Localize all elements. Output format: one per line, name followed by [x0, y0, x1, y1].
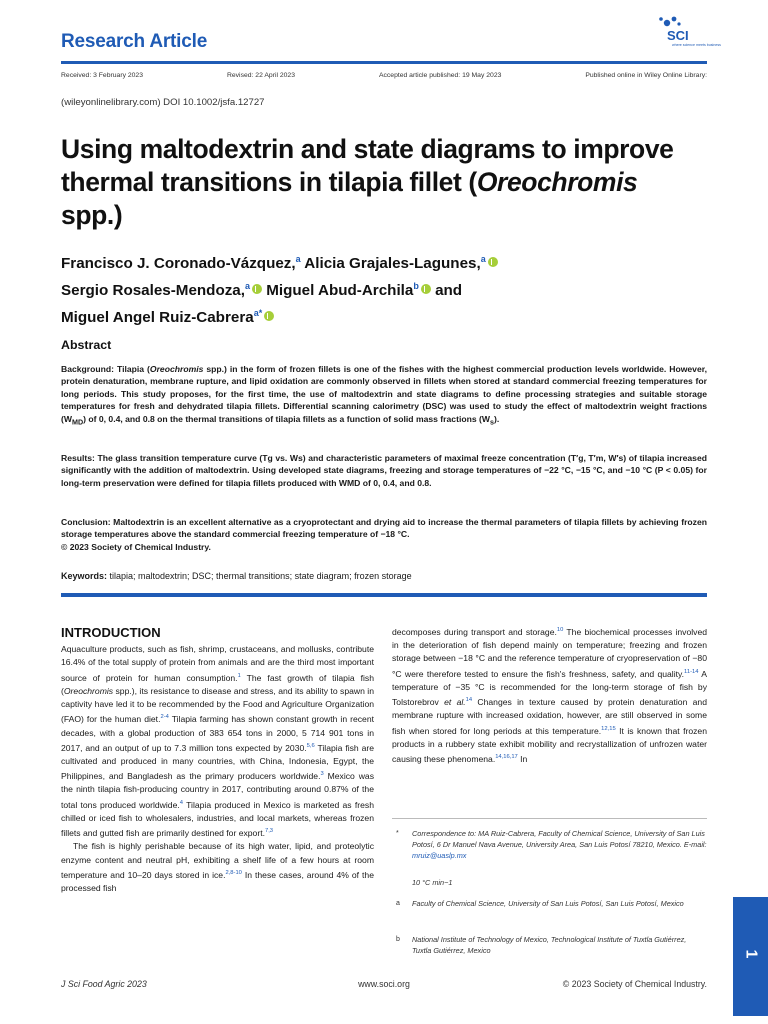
title-part2: spp.): [61, 200, 123, 230]
header-rule: [61, 61, 707, 64]
footer-website[interactable]: www.soci.org: [358, 979, 410, 989]
author-affiliation: b: [413, 281, 419, 292]
citation-ref[interactable]: 1: [237, 672, 241, 679]
keywords-text: tilapia; maltodextrin; DSC; thermal transitions; state diagram; frozen storage: [107, 571, 412, 581]
intro-column-right: [392, 624, 707, 766]
citation-ref[interactable]: 5,6: [306, 742, 315, 749]
citation-ref[interactable]: 4: [179, 799, 183, 806]
body-text: The biochemical processes involved in the deterioration of fish depend mainly on temperature; freezing and frozen storage between −18 °C and the reference temperature of cryopreservation of −80 °C were therefore tested to ensure the fish's freshness, safety, and quality.: [392, 626, 708, 679]
correspondence-email[interactable]: mruiz@uaslp.mx: [412, 851, 467, 860]
logo-text: SCI: [667, 28, 689, 43]
abstract-rule: [61, 593, 707, 597]
body-text: Tilapia fish are cultivated and produced in many countries, with China, Indonesia, Egypt, the Philippines, and Bangladesh as the primary producers worldwide.: [61, 742, 374, 782]
body-text: Mexico was the ninth tilapia fish-producing country in 2017, contributing around 0.87% of the total tons produced worldwide.: [61, 771, 374, 810]
doi[interactable]: (wileyonlinelibrary.com) DOI 10.1002/jsfa.12727: [61, 97, 265, 108]
affiliation-a: [396, 898, 707, 909]
abstract-bg-tail-sub: s: [489, 418, 494, 427]
footnote-rule: [392, 818, 707, 819]
citation-ref[interactable]: 2-4: [160, 714, 169, 721]
abstract-results: Results: The glass transition temperature curve (Tg vs. Ws) and characteristic parameters of maximal freeze concentration (T′g, T′m, W′s) of tilapia increased significantly with the addition of maltodextrin. Using developed state diagrams, freezing and storage temperatures of −22 °C, −15 °C, and −10 °C (P < 0.05) for long-term preservation were defined for tilapia fillets produced with WMD of 0, 0.4, and 0.8.: [61, 453, 707, 488]
date-received: Received: 3 February 2023: [61, 72, 143, 79]
body-text: Tilapia farming has shown constant growth in recent decades, with a global production of 383 654 tons in 2000, 5 714 901 tons in 2017, and an output of up to 7.3 million tons expected by 2030.: [61, 714, 374, 753]
article-dates: [61, 72, 707, 79]
sci-logo: [650, 12, 721, 56]
body-text: decomposes during transport and storage.: [392, 626, 557, 637]
orcid-icon[interactable]: [252, 284, 262, 294]
orcid-icon[interactable]: [264, 311, 274, 321]
citation-ref[interactable]: 12,15: [601, 725, 616, 732]
body-text: The fast growth of tilapia fish (: [61, 672, 374, 696]
date-revised: Revised: 22 April 2023: [226, 72, 295, 79]
affiliation-b-text: National Institute of Technology of Mexico, Technological Institute of Tuxtla Gutiérrez, Tuxtla Gutiérrez, Mexico: [412, 935, 687, 955]
orcid-icon[interactable]: [488, 257, 498, 267]
title-part1: Using maltodextrin and state diagrams to improve thermal transitions in tilapia fillet (: [61, 134, 674, 197]
citation-ref[interactable]: 14,16,17: [495, 754, 518, 761]
abstract-bg-lead: Background: Tilapia (: [61, 364, 150, 374]
body-text: It is known that frozen products in a rubbery state exhibit mobility and recrystallization of unfrozen water causing these phenomena.: [392, 725, 707, 764]
abstract-bg-sub: MD: [71, 418, 84, 427]
abstract-conclusion-text: Conclusion: Maltodextrin is an excellent alternative as a cryoprotectant and drying aid to increase the thermal parameters of tilapia fillets by achieving frozen storage temperatures above the standard commercial freezing temperature of −18 °C.: [61, 517, 707, 540]
body-text: In these cases, around 4% of the processed fish: [61, 869, 374, 894]
body-text: spp.), its resistance to disease and stress, and its ability to spawn in captivity have led it to be recommended by the Food and Agriculture Organization (FAO) for the human diet.: [61, 685, 374, 725]
date-published: Published online in Wiley Online Library:: [585, 72, 707, 79]
keywords-label: Keywords:: [61, 571, 108, 581]
intro-paragraph: [392, 624, 707, 766]
body-text: In: [517, 753, 528, 764]
author-affiliation: a: [480, 254, 486, 264]
introduction-heading: INTRODUCTION: [61, 625, 161, 640]
keywords: [61, 571, 707, 581]
body-text: Changes in texture caused by protein denaturation and membrane rupture with increased oxidation, however, are still observed in some fish when stored for long periods at this temperature.: [392, 697, 707, 736]
intro-paragraph: [61, 643, 374, 840]
author-list: [61, 248, 701, 329]
footnote-mark: a: [396, 900, 400, 907]
section-label: Research Article: [61, 31, 208, 52]
author-affiliation: a*: [253, 308, 263, 319]
footer-copyright: © 2023 Society of Chemical Industry.: [562, 979, 707, 989]
abstract-bg-end: ).: [493, 413, 500, 424]
body-text: The fish is highly perishable because of its high water, lipid, and proteolytic enzyme content and neutral pH, exhibiting a shelf life of a few hours at room temperature and 10–20 days stored in ice.: [61, 841, 374, 880]
affiliation-b: [396, 934, 707, 956]
title-italic: Oreochromis: [476, 167, 638, 197]
italic-text: et al.: [444, 697, 466, 708]
author-affiliation: a: [295, 254, 301, 264]
citation-ref[interactable]: 10: [556, 627, 564, 633]
body-text: Aquaculture products, such as fish, shrimp, crustaceans, and mollusks, contribute 16.4% of the total supply of protein from animals and are the third most important source of protein for human consumption.: [61, 644, 374, 683]
citation-ref[interactable]: 2,8-10: [225, 869, 242, 876]
date-accepted: Accepted article published: 19 May 2023: [378, 72, 502, 79]
author-name[interactable]: Sergio Rosales-Mendoza,: [61, 282, 245, 300]
citation-ref[interactable]: 3: [320, 771, 324, 778]
author-name[interactable]: Miguel Abud-Archila: [266, 282, 414, 300]
body-text: Tilapia produced in Mexico is marketed as fresh chilled or iced fish to wholesalers, industries, and local markets, whereas frozen fillets and gutted fish are primarily destined for export.: [61, 799, 374, 839]
correspondence-text: Correspondence to: MA Ruiz-Cabrera, Faculty of Chemical Science, University of San Luis Potosí, 6 Dr Manuel Nava Avenue, University Area, San Luis Potosí 78210, Mexico. E-mail:: [412, 829, 707, 849]
abstract-bg-tail: ) of 0, 0.4, and 0.8 on the thermal transitions of tilapia fillets as a function of solid mass fractions (W: [83, 413, 490, 424]
body-text: A temperature of −35 °C is recommended for the long-term storage of fish by Tolstorebrov: [392, 668, 707, 708]
abstract-bg-text: spp.) in the form of frozen fillets is one of the fishes with the highest commercial production levels worldwide. However, protein denaturation, membrane rupture, and lipid oxidation are commonly observed in fillets when stored at standard commercial freezing temperatures for long periods. This study proposes, for the first time, the use of maltodextrin and state diagrams to define processing strategies and suitable storage temperatures for fresh and dehydrated tilapia fillets. Differential scanning calorimetry (DSC) was used to study the effect of maltodextrin weight fractions (W: [61, 364, 707, 424]
author-name[interactable]: Francisco J. Coronado-Vázquez,: [61, 255, 296, 273]
author-name[interactable]: Miguel Angel Ruiz-Cabrera: [61, 309, 254, 327]
author-name[interactable]: Alicia Grajales-Lagunes,: [304, 255, 481, 273]
footnote-mark: b: [396, 936, 400, 943]
citation-ref[interactable]: 14: [465, 697, 473, 704]
italic-text: Oreochromis: [63, 685, 114, 696]
citation-ref[interactable]: 7,3: [264, 828, 274, 835]
abstract-bg-italic: Oreochromis: [149, 364, 204, 374]
sci-logo-icon: [650, 12, 721, 56]
correspondence-footnote: [396, 828, 707, 861]
abstract-copyright: © 2023 Society of Chemical Industry.: [61, 541, 211, 552]
author-and: and: [435, 282, 463, 300]
author-affiliation: a: [244, 281, 250, 292]
abstract-conclusion: [61, 516, 707, 553]
abstract-background: [61, 363, 707, 429]
unit-note: [396, 877, 707, 888]
logo-subtext: where science meets business: [672, 43, 721, 47]
affiliation-a-text: Faculty of Chemical Science, University of San Luis Potosí, San Luis Potosí, Mexico: [412, 899, 684, 908]
footer-journal: J Sci Food Agric 2023: [61, 979, 147, 989]
orcid-icon[interactable]: [421, 284, 431, 294]
intro-column-left: [61, 643, 374, 895]
abstract-heading: Abstract: [61, 338, 112, 352]
page-number: 1: [742, 949, 760, 959]
footnote-mark: *: [396, 830, 399, 837]
unit-note-text: 10 °C min−1: [412, 878, 453, 887]
article-title: [61, 133, 701, 232]
citation-ref[interactable]: 11-14: [684, 668, 699, 675]
intro-paragraph: [61, 840, 374, 895]
